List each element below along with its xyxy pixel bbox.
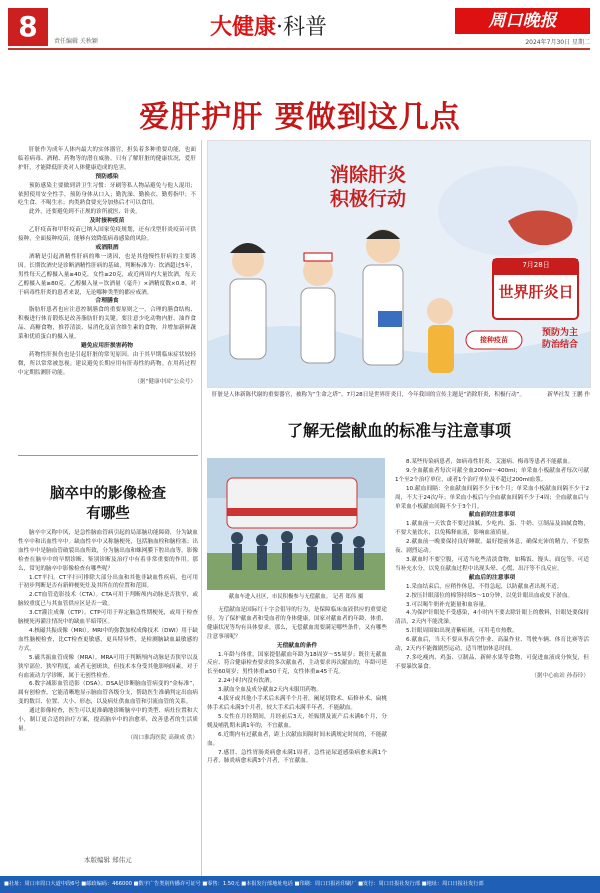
article2-item: 1.采血结束后，应稍作休息，不得急起，以防献血者出现不适。	[406, 583, 563, 590]
article3-intro: 脑卒中又称中风，是急性脑血管病引起的局部脑功能障碍，分为缺血性卒中和出血性卒中。缺血性卒中又称脑梗死，包括脑血栓和脑栓塞；出血性卒中是脑血管破裂出血所致，分为脑出血和蛛网膜下腔出血等。影像检查在脑卒中的早期诊断、鉴别诊断及治疗中有着非常重要的作用。那么，常见的脑卒中影像检查有哪些呢？	[18, 530, 198, 572]
article3-item: 3.CT灌注成像（CTP）。CTP可用于界定脑急性期梗死，或用于检查脑梗死再灌注情况中的缺血半暗带区。	[18, 610, 198, 626]
illustration-caption	[212, 391, 590, 400]
article2-item: 5.女性在月经期间，月经前后3天，妊娠期及流产后未满6个月，分娩及哺乳期未满1年的，不宜献血。	[207, 713, 387, 729]
article1-paragraph: 药物性肝损伤也是引起肝脏的常见原因。由于其早期临床症状较轻微，所以常常被忽视。建议避免长期应用有肝毒性的药物。在用药过程中定期监测肝功能。	[18, 351, 196, 376]
article1-subhead: 戒酒限酒	[95, 244, 119, 251]
article1-paragraph: 乙肝疫苗和甲肝疫苗已纳入国家免疫规划，还有戊型肝炎疫苗可供接种，全面接种疫苗，能够有效降低病毒感染的风险。	[18, 227, 196, 243]
doctor-figure	[363, 229, 403, 365]
article2-item: 7.感冒、急性胃肠炎病愈未满1周者，急性泌尿道感染病愈未满1个月者，肺炎病愈未满3个月者，不宜献血。	[207, 749, 387, 765]
article2-subhead: 献血后的注意事项	[468, 574, 516, 581]
article2-item: 3.可以喝牛奶补充能量和血容量。	[406, 601, 490, 608]
newspaper-logo: 周口晚报	[455, 8, 590, 34]
article1-subhead: 合理膳食	[95, 298, 119, 305]
child-figure	[427, 298, 454, 373]
article3-body	[18, 529, 198, 849]
article1-body	[18, 146, 196, 450]
illustration-title-line1: 消除肝炎	[329, 164, 406, 186]
article3-item: 通过影像检查，医生可以更准确地诊断脑卒中的类型、病灶位置和大小，制订更合适的治疗方案，提高脑卒中的治愈率，改善患者的生活质量。	[18, 708, 198, 732]
vertical-divider	[201, 140, 202, 880]
article2-item: 2.按压针眼部位的棉签持续5～10分钟，以免针眼出血或皮下淤血。	[406, 592, 574, 599]
section-title-main: 大健康	[210, 14, 277, 40]
nurse-figure	[301, 253, 335, 363]
article2-item: 4.为保护针眼处不受感染，4小时内不要去除针眼上的敷料，针眼处要保持清洁，2天内不能洗澡。	[395, 610, 589, 626]
article3-headline-line1: 脑卒中的影像检查	[50, 485, 166, 502]
illustration-credit: 新华社发 王鹏 作	[547, 392, 590, 398]
article2-subhead: 献血前的注意事项	[468, 512, 516, 519]
article1-intro: 肝脏作为成年人体内最大的实体器官，担负着多种重要功能，也面临着病毒、酒精、药物等的潜在威胁。只有了解肝脏的健康状况，爱肝护肝，才能降低肝炎对人体健康造成的危害。	[18, 147, 196, 171]
article1-subhead: 避免应用肝损害药物	[80, 342, 134, 349]
article2-item: 1.献血前一天饮食不要过油腻，少吃肉、蛋、牛奶、豆制品及油腻食物，不要大量饮水，以免稀释血液，影响血液质量。	[395, 521, 589, 537]
article3-item: 4.核磁共振成像（MRI）。MRI中的弥散加权成像技术（DWI）用于缺血性脑梗检查，比CT检查更敏感，更具特异性，是检测脑缺血最敏感的方式。	[18, 627, 198, 652]
illustration-caption-text: 肝脏是人体新陈代谢的重要器官，被称为“生命之塔”。7月28日是世界肝炎日，今年我国的宣传主题是“消除肝炎，积极行动”。	[212, 392, 526, 398]
article1-subhead: 及时接种疫苗	[89, 218, 125, 225]
illustration-title	[298, 163, 438, 211]
article1-subhead: 预防感染	[95, 173, 119, 180]
article2-item: 7.多吃瘦肉、鸡蛋、豆制品、新鲜水果等食物，可促进血液成分恢复，但不要暴饮暴食。	[395, 654, 589, 670]
section-title-sub: ·科普	[276, 15, 328, 40]
hepatitis-illustration	[207, 140, 591, 388]
illustration-title-line2: 积极行动	[329, 188, 406, 210]
article3-headline-line2: 有哪些	[86, 505, 130, 522]
calendar-label	[494, 281, 578, 302]
masthead	[0, 0, 600, 56]
article2-headline: 了解无偿献血的标准与注意事项	[286, 421, 511, 440]
article1-paragraph: 此外，还要避免到不正规的诊所就医、针灸。	[29, 209, 141, 216]
masthead-rule	[8, 48, 590, 50]
article1-paragraph: 脂肪肝患者也应注意控制膳食的重要原则之一，合理的膳食结构、积极进行体育锻炼是改善脂肪肝的关键。要注意少吃动物内脏、油炸食品、高糖食物，推荐清淡、易消化及富含维生素的食物，并增加新鲜蔬菜和优质蛋白的摄入量。	[18, 307, 196, 341]
article2-item: 10.献血间隔：全血献血间隔不少于6个月；单采血小板献血间隔不少于2周，不大于24次/年；单采血小板后与全血献血间隔不少于4周；全血献血后与单采血小板献血间隔不少于3个月。	[395, 485, 589, 510]
article2-item: 5.针眼周围如出现青紫瘀斑，可用毛巾热敷。	[406, 628, 518, 635]
article2-item: 4.拔牙或其他小手术后未满半个月者，阑尾切除术、疝修补术、扁桃体手术后未满3个月者，较大手术后未满半年者，不能献血。	[207, 696, 387, 711]
article2-item: 8.某些传染病患者，如病毒性肝炎、艾滋病、梅毒等患者不能献血。	[406, 459, 574, 465]
article2-item: 9.全血献血者每次可献全血200ml～400ml；单采血小板献血者每次可献1个至2个治疗单位，或者1个治疗单位及不超过200ml血浆。	[395, 467, 589, 483]
article3-item: 6.数字减影血管造影（DSA）。DSA是诊断脑血管病变的“金标准”，属有创检查，它能清晰地显示脑血管各级分支，帮助医生准确判定出血病变的数目、位置、大小、形态，以及病灶供血血管和引流血管的关系。	[18, 681, 198, 706]
article3-item: 1.CT平扫。CT平扫可排除大部分出血和其他非缺血性疾病，也可用于初步判断是否有新鲜梗死灶及其所在的位置和范围。	[18, 574, 198, 590]
article2-body-right	[395, 458, 589, 874]
calendar-date	[496, 260, 576, 270]
column-divider	[18, 455, 198, 456]
article1-headline: 爱肝护肝 要做到这几点	[139, 100, 461, 135]
prevention-banner: 预防为主 防治结合	[541, 328, 578, 350]
article3-item: 2.CT血管造影技术（CTA）。CTA可用于判断颅内动脉是否狭窄，或脑较重度已与其血管供应区是否一致。	[18, 592, 198, 608]
vaccine-sign-text: 接种疫苗	[480, 336, 508, 344]
article2-body-left	[207, 606, 387, 874]
date-line: 2024年7月30日 星期二	[525, 39, 590, 46]
article1-paragraph: 预防感染主要做到讲卫生习惯：牙刷等私人物品避免与他人混用；依照使用安全性手，预防身体从口入；勤洗澡、勤换衣、勤剪指甲；不吃生食、不喝生水；肉类熟食要充分加热后才可以食用。	[18, 182, 196, 207]
article2-item: 6.献血后，当天不要从事高空作业、高温作业、驾驶车辆、体育比赛等活动，2天内不能做剧烈运动，适当增加休息时间。	[395, 637, 589, 653]
page-editors: 责任编辑 关秋颖	[54, 38, 98, 45]
article1-source: （据“健康中国”公众号）	[134, 378, 196, 385]
page-number: 8	[8, 8, 48, 46]
article2-item: 2.24小时内没有饮酒。	[218, 678, 276, 685]
article3-source: （周口淮海医院 高颜成 供）	[127, 734, 198, 741]
photo-caption: 献血车进入社区，市民积极参与无偿献血。 记者 郑伟 摄	[228, 594, 364, 600]
article2-item: 1.年龄与体重。国家提倡献血年龄为18周岁～55周岁；既往无献血反应、符合健康检查要求的多次献血者，主动要求再次献血的，年龄可延长至60周岁；男性体重≥50千克，女性体重≥45千克。	[207, 651, 387, 676]
article2-intro: 无偿献血是国际红十字会倡导的行为，是保障临床血液供应的重要途径。为了保护献血者和受血者的身体健康，国家对献血者的年龄、体重、健康状况等均有具体要求。那么，无偿献血需要满足哪些条件，又有哪些注意事项呢？	[207, 607, 387, 640]
article2-item: 3.献血时不要空腹，可适当吃些清淡食物，如稀饭、馒头、面包等。可适当补充水分，以免在献血过程中出现头晕、心慌、出汗等不良反应。	[395, 556, 589, 572]
article2-item: 2.献血前一晚要保持良好睡眠，最好提前休息，确保充沛的精力，不要熬夜、剧烈运动。	[395, 539, 589, 555]
bottom-editor: 本版编辑 郑伟元	[84, 856, 132, 864]
calendar-date-text: 7月28日	[522, 261, 550, 269]
footer-bar: ■社址：周口市周口大道中段6号 ■邮政编码：466000 ■数字广告类别传播许可证号 ■零售：1.50元 ■本报发行部地址电话 ■印刷：周口日报社印刷厂 ■发行：周口日报社发行部 ■地址：周口日报社发行部	[0, 876, 600, 893]
article3-item: 5.磁共振血管成像（MRA）。MRA可用于判断颅内动脉是否狭窄以及狭窄部位、狭窄程度，或者无创斑块，但技术本身受其他影响因素，对于有血流动力学诊断，属于无创性检查。	[18, 654, 198, 679]
article3-headline	[18, 484, 198, 524]
photo-graphic	[207, 458, 385, 590]
calendar-label-text: 世界肝炎日	[498, 283, 574, 301]
article1-paragraph: 酒精是引起酒精性肝病的唯一诱因，也是其他慢性肝病的主要诱因。长期饮酒史是诊断酒精性肝病的基础，判断标准为：饮酒超过5年，男性每天乙醇摄入量≥40克，女性≥20克，或近两周内大量饮酒，每天乙醇摄入量≥80克。乙醇摄入量＝饮酒量（毫升）×酒精度数×0.8。对于病毒性肝炎的患者来说，无论哪种类型的都应戒酒。	[18, 253, 196, 296]
article2-item: 6.近期内有过献血者，距上次献血间隔时间未满规定时间的，不能献血。	[207, 731, 387, 747]
article2-subhead: 无偿献血的条件	[276, 642, 318, 649]
blood-donation-photo	[207, 458, 385, 590]
section-title	[210, 10, 327, 41]
article2-source: （据中心血站 孙春玲）	[531, 672, 589, 679]
doctor-figure	[230, 243, 266, 359]
article2-item: 3.献血全血及成分献血2天内未服用药物。	[218, 687, 322, 694]
